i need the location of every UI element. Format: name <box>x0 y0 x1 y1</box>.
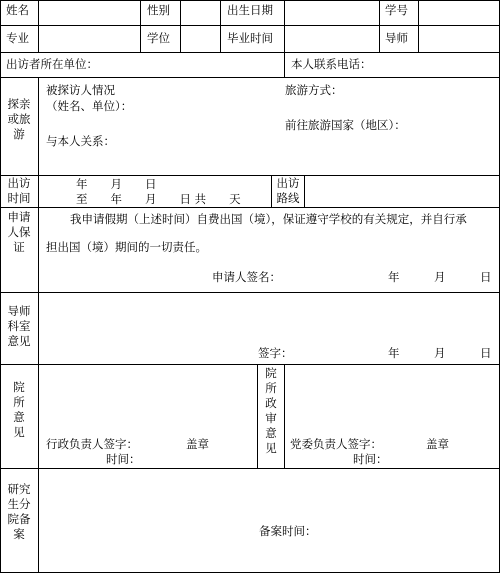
date-from: 年 月 日 <box>76 177 157 191</box>
grid-line <box>0 364 500 365</box>
grid-line <box>0 52 500 53</box>
student-id-field[interactable] <box>419 1 499 25</box>
major-field[interactable] <box>39 26 140 52</box>
graduation-time-label: 毕业时间 <box>227 31 273 45</box>
party-seal-label: 盖章 <box>426 437 449 451</box>
phone-label: 本人联系电话： <box>291 57 372 71</box>
advisor-label: 导师 <box>385 31 408 45</box>
grid-line <box>140 0 141 52</box>
travel-mode-label: 旅游方式： <box>285 83 343 97</box>
graduate-record-label: 研究生分院备案 <box>7 482 31 541</box>
student-id-label: 学号 <box>385 3 408 17</box>
grid-line <box>284 364 285 468</box>
applicant-date: 年 月 日 <box>388 270 492 284</box>
degree-label: 学位 <box>147 31 170 45</box>
grid-line <box>0 292 500 293</box>
grid-line <box>220 0 221 52</box>
graduation-time-field[interactable] <box>285 26 379 52</box>
grid-line <box>379 0 380 52</box>
admin-time-label: 时间： <box>106 452 141 466</box>
birth-date-field[interactable] <box>285 1 379 25</box>
gender-label: 性别 <box>147 3 170 17</box>
grid-line <box>0 77 500 78</box>
advisor-field[interactable] <box>419 26 499 52</box>
record-time-label: 备案时间： <box>259 524 317 538</box>
grid-line <box>0 0 1 573</box>
grid-line <box>271 175 272 207</box>
unit-label: 出访者所在单位： <box>6 57 98 71</box>
grid-line <box>0 572 500 573</box>
admin-seal-label: 盖章 <box>186 437 209 451</box>
major-label: 专业 <box>6 31 29 45</box>
grid-line <box>0 207 500 208</box>
advisor-signature-label: 签字： <box>258 346 293 360</box>
applicant-signature-label: 申请人签名： <box>212 270 281 284</box>
visit-time-label: 出访时间 <box>7 176 31 205</box>
visit-route-label: 出访路线 <box>276 176 300 205</box>
grid-line <box>0 468 500 469</box>
advisor-opinion-label: 导师科室意见 <box>7 304 31 348</box>
date-to: 至 年 月 日 共 天 <box>76 192 241 206</box>
guarantee-text-line2: 担出国（境）期间的一切责任。 <box>46 240 207 254</box>
gender-field[interactable] <box>181 1 220 25</box>
advisor-date: 年 月 日 <box>388 346 492 360</box>
grid-line <box>38 77 39 573</box>
birth-date-label: 出生日期 <box>227 3 273 17</box>
visitee-label: 被探访人情况 <box>46 83 115 97</box>
grid-line <box>257 364 258 468</box>
admin-signature-label: 行政负责人签字： <box>46 437 138 451</box>
guarantee-text-line1: 我申请假期（上述时间）自费出国（境），保证遵守学校的有关规定，并自行承 <box>70 212 467 226</box>
party-time-label: 时间： <box>353 452 388 466</box>
grid-line <box>284 52 285 77</box>
degree-field[interactable] <box>181 26 220 52</box>
party-signature-label: 党委负责人签字： <box>290 437 382 451</box>
name-label: 姓名 <box>6 3 29 17</box>
visit-route-field[interactable] <box>305 176 499 207</box>
guarantee-label: 申请人保证 <box>7 210 31 254</box>
relation-label: 与本人关系： <box>46 134 115 148</box>
institute-opinion-label: 院所意见 <box>13 380 25 439</box>
destination-label: 前往旅游国家（地区）： <box>285 118 406 132</box>
visit-section-label: 探亲或旅游 <box>7 97 31 141</box>
political-review-label: 院所政审意见 <box>265 366 277 455</box>
name-field[interactable] <box>39 1 140 25</box>
visitee-detail-label: （姓名、单位）： <box>46 99 133 113</box>
